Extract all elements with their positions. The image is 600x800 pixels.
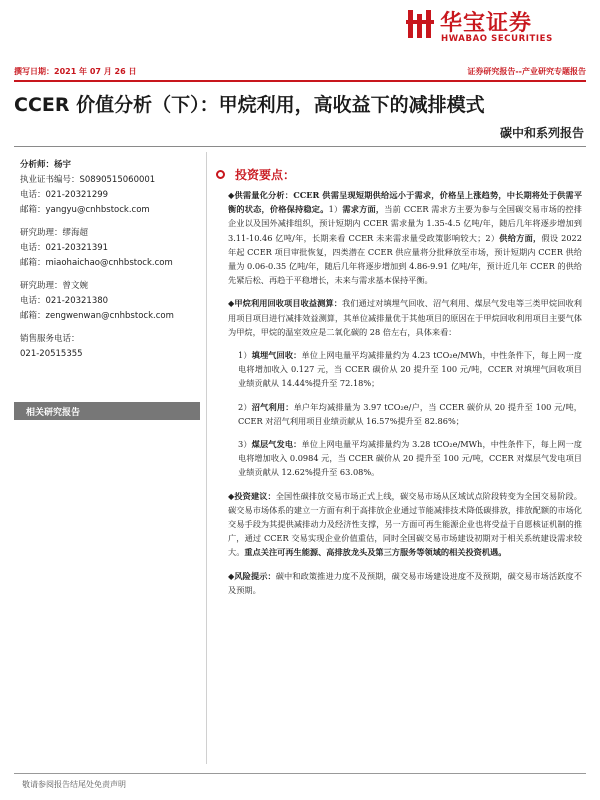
brand-mark-icon: [406, 8, 434, 40]
paragraph-text: 碳中和政策推进力度不及预期，碳交易市场建设进度不及预期，碳交易市场活跃度不及预期。: [228, 570, 582, 595]
assistant-email[interactable]: 邮箱：zengwenwan@cnhbstock.com: [20, 311, 174, 321]
analyst-license: 执业证书编号：S0890515060001: [20, 175, 156, 185]
item-number: 2）: [238, 401, 252, 412]
column-divider: [206, 152, 207, 764]
paragraph-text: 当前 CCER 需求方主要为参与全国碳交易市场的控排企业以及国外减排组织，预计短期内 CCER 需求量为 1.35-4.5 亿吨/年，随后几年将逐步增加到 3.11-10.46 亿吨/年，长期来看 CCER 未来需求量受政策影响较大；2）: [228, 204, 582, 243]
title-divider: [14, 146, 586, 147]
paragraph-investment-advice: [228, 489, 582, 560]
item-text: 单户年均减排量为 3.97 tCO₂e/户，当 CCER 碳价从 20 提升至 100 元/吨，CCER 对沼气利用项目业绩贡献从 16.57%提升至 82.86%；: [238, 401, 582, 426]
paragraph-lead: ◆供需量化分析：: [228, 190, 294, 200]
paragraph-supply-demand: [228, 188, 582, 287]
related-reports-label: 相关研究报告: [26, 408, 81, 418]
paragraph-risk-warning: [228, 569, 582, 597]
key-points-body: [228, 188, 582, 606]
analyst-email[interactable]: 邮箱：yangyu@cnhbstock.com: [20, 205, 150, 215]
paragraph-bold: 需求方面，: [342, 204, 385, 215]
report-date: 撰写日期：2021 年 07 月 26 日: [14, 67, 137, 76]
paragraph-text: 我们通过对填埋气回收、沼气利用、煤层气发电等三类甲烷回收利用项目项目进行减排效益测算，其单位减排量优于其他项目的原因在于甲烷回收利用项目主要气体为甲烷，甲烷的温室效应是二氧化碳的 28 倍左右，具体来看：: [228, 298, 582, 337]
header-divider: [14, 80, 586, 82]
key-points-title: 投资要点：: [235, 168, 296, 182]
item-landfill-gas: [228, 348, 582, 391]
assistant-block: [20, 279, 200, 324]
analyst-block: [20, 158, 200, 218]
paragraph-lead: ◆投资建议：: [228, 490, 276, 501]
bullet-circle-icon: [216, 170, 225, 179]
item-text: 单位上网电量平均减排量约为 4.23 tCO₂e/MWh，中性条件下，每上网一度电将增加收入 0.127 元，当 CCER 碳价从 20 提升至 100 元/吨，CCER 对填埋气回收项目业绩贡献从 14.44%提升至 72.18%；: [238, 350, 582, 389]
item-text: 单位上网电量平均减排量约为 3.28 tCO₂e/MWh，中性条件下，每上网一度电将增加收入 0.0984 元，当 CCER 碳价从 20 提升至 100 元/吨，CCER 对煤层气发电项目业绩贡献从 12.62%提升至 63.08%。: [238, 439, 582, 478]
item-title: 沼气利用：: [251, 401, 294, 412]
paragraph-text: 假设 2022 年起 CCER 项目审批恢复，四类潜在 CCER 供应量将分批释放至市场，预计短期内 CCER 供给量为 0.06-0.35 亿吨/年，随后几年将逐步增加到 4.86-9.91 亿吨/年，预计近几年 CCER 的供给先紧后松、再趋于平稳增长，未来与需求基本保持平衡。: [228, 232, 582, 286]
item-title: 填埋气回收：: [251, 350, 302, 361]
assistant-name: 研究助理：曾文婉: [20, 281, 89, 291]
paragraph-text: 1）: [328, 204, 343, 215]
assistant-phone: 电话：021-20321391: [20, 243, 109, 253]
footer-divider: [14, 773, 586, 774]
brand-name-cn: 华宝证券: [440, 11, 533, 36]
analyst-phone: 电话：021-20321299: [20, 190, 109, 200]
sales-phone: 021-20515355: [20, 349, 83, 359]
analyst-info: [20, 158, 200, 370]
paragraph-methane-returns: [228, 296, 582, 339]
item-number: 1）: [238, 350, 252, 361]
footer-disclaimer: 敬请参阅报告结尾处免责声明: [22, 780, 126, 789]
related-reports-bar: [14, 402, 200, 420]
paragraph-bold: 供给方面，: [499, 232, 542, 243]
item-number: 3）: [238, 439, 252, 450]
brand-logo: [406, 6, 576, 46]
item-coalbed-methane: [228, 437, 582, 480]
report-series: 碳中和系列报告: [499, 126, 584, 140]
key-points-heading: [216, 166, 295, 183]
paragraph-text: 全国性碳排放交易市场正式上线，碳交易市场从区域试点阶段转变为全国交易阶段。碳交易市场体系的建立一方面有利于高排放企业通过节能减排技术降低碳排放，排放配额的市场化交易手段为其提供减排动力及经济性支撑，另一方面可再生能源企业也将受益于自愿核证机制的推广，通过 CCER 交易实现企业价值重估，同时全国碳交易市场建设初期对于相关系统建设需求较大。: [228, 490, 582, 558]
item-biogas: [228, 400, 582, 428]
paragraph-lead: ◆甲烷利用回收项目收益测算：: [228, 298, 342, 309]
paragraph-bold: 重点关注可再生能源、高排放龙头及第三方服务等领域的相关投资机遇。: [244, 547, 507, 558]
meta-row: [14, 64, 586, 78]
paragraph-lead: ◆风险提示：: [228, 570, 276, 581]
paragraph-bold: CCER 供需呈现短期供给远小于需求，价格呈上涨趋势，中长期将处于供需平衡的状态，价格保持稳定。: [228, 190, 583, 215]
analyst-name: 分析师：杨宇: [20, 160, 72, 170]
assistant-email[interactable]: 邮箱：miaohaichao@cnhbstock.com: [20, 258, 173, 268]
sales-block: [20, 332, 200, 362]
assistant-phone: 电话：021-20321380: [20, 296, 109, 306]
sales-label: 销售服务电话：: [20, 334, 80, 344]
item-title: 煤层气发电：: [251, 439, 302, 450]
report-category: 证券研究报告--产业研究专题报告: [467, 67, 586, 76]
brand-name-en: HWABAO SECURITIES: [441, 34, 553, 44]
assistant-name: 研究助理：缪海超: [20, 228, 89, 238]
report-title: CCER 价值分析（下）：甲烷利用，高收益下的减排模式: [14, 94, 485, 116]
assistant-block: [20, 226, 200, 271]
